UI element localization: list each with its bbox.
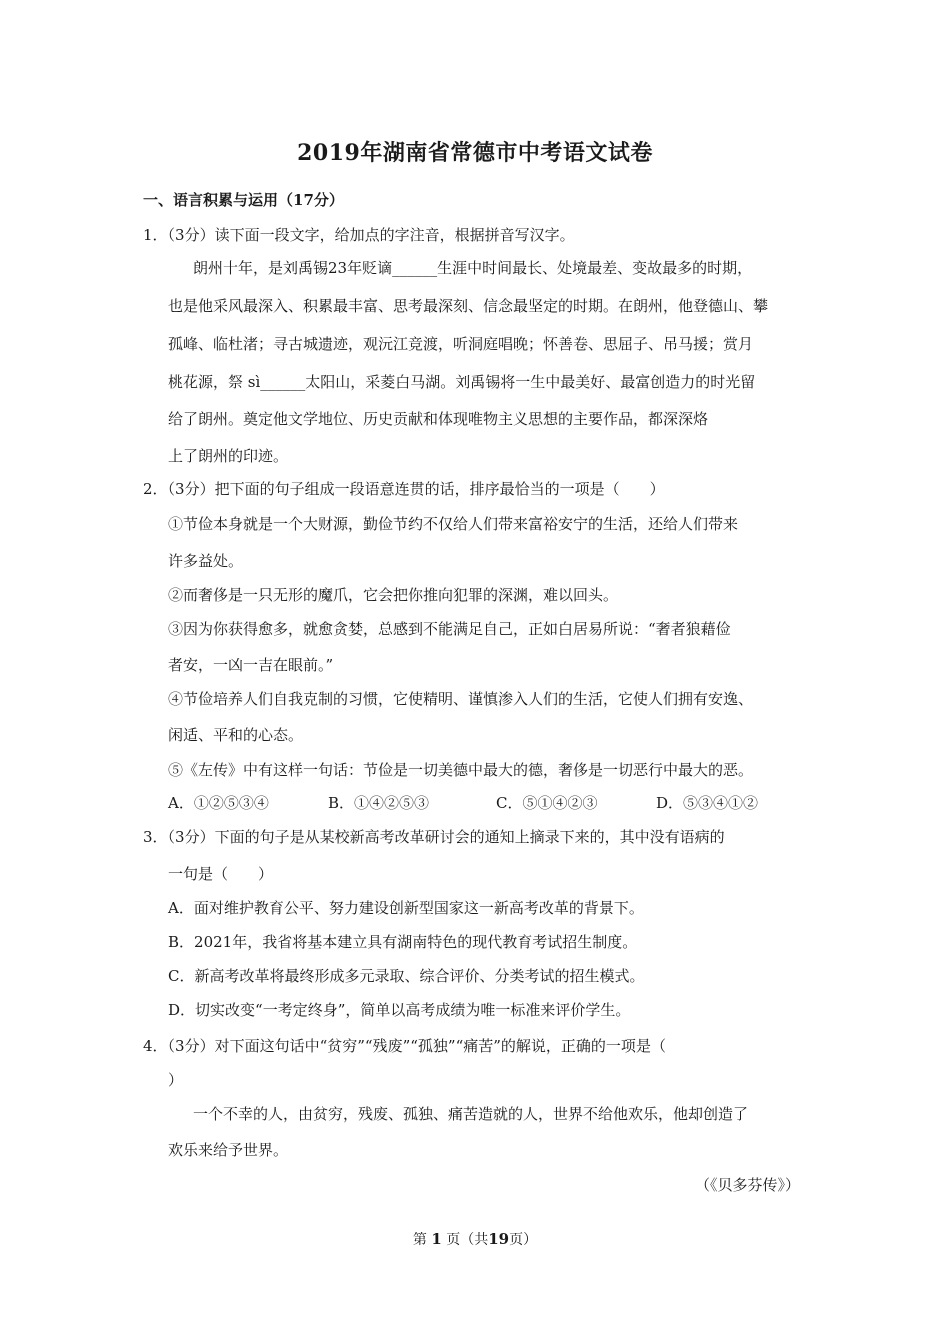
question-4-quote-line: 一个不幸的人，由贫穷，残废、孤独、痛苦造就的人，世界不给他欢乐，他却创造了 [193,1105,749,1123]
option-c[interactable]: C．⑤①④②③ [496,794,598,812]
question-1-passage-line: 桃花源，祭 sì______太阳山，采菱白马湖。刘禹锡将一生中最美好、最富创造力的时光留 [168,373,756,391]
question-1-passage-line: 也是他采风最深入、积累最丰富、思考最深刻、信念最坚定的时期。在朗州，他登德山、攀 [168,297,769,315]
question-2-sentence: 闲适、平和的心态。 [168,726,304,744]
question-2-sentence: ②而奢侈是一只无形的魔爪，它会把你推向犯罪的深渊，难以回头。 [168,586,619,604]
question-1-passage-line: 朗州十年，是刘禹锡23年贬谪______生涯中时间最长、处境最差、变故最多的时期， [193,259,753,277]
page-footer: 第 1 页（共19页） [412,1230,538,1248]
page-title: 2019年湖南省常德市中考语文试卷 [297,140,653,166]
question-2-sentence: ③因为你获得愈多，就愈贪婪，总感到不能满足自己，正如白居易所说：“奢者狼藉俭 [168,620,731,638]
question-3-stem: 3．（3分）下面的句子是从某校新高考改革研讨会的通知上摘录下来的，其中没有语病的 [143,828,725,846]
question-1-stem: 1．（3分）读下面一段文字，给加点的字注音，根据拼音写汉字。 [143,226,575,244]
question-1-passage-line: 孤峰、临杜渚；寻古城遗迹，观沅江竞渡，听洞庭唱晚；怀善卷、思屈子、吊马援；赏月 [168,335,754,353]
option-b[interactable]: B．①④②⑤③ [328,794,430,812]
total-pages: 19 [488,1230,510,1248]
question-2-sentence: 许多益处。 [168,552,244,570]
section-heading: 一、语言积累与运用（17分） [143,191,344,209]
question-2-sentence: 者安，一凶一吉在眼前。” [168,656,334,674]
option-d[interactable]: D．切实改变“一考定终身”，简单以高考成绩为唯一标准来评价学生。 [168,1001,631,1019]
option-a[interactable]: A．①②⑤③④ [168,794,269,812]
question-4-stem: 4．（3分）对下面这句话中“贫穷”“残废”“孤独”“痛苦”的解说，正确的一项是（ [143,1037,666,1055]
question-3-stem: 一句是（ ） [168,865,274,883]
question-4-quote-line: 欢乐来给予世界。 [168,1141,289,1159]
question-1-passage-line: 给了朗州。奠定他文学地位、历史贡献和体现唯物主义思想的主要作品，都深深烙 [168,410,709,428]
question-2-sentence: ⑤《左传》中有这样一句话：节俭是一切美德中最大的德，奢侈是一切恶行中最大的恶。 [168,761,754,779]
question-4-stem: ） [168,1071,184,1089]
option-d[interactable]: D．⑤③④①② [656,794,759,812]
option-b[interactable]: B．2021年，我省将基本建立具有湖南特色的现代教育考试招生制度。 [168,933,638,951]
current-page: 1 [431,1230,442,1248]
question-2-stem: 2．（3分）把下面的句子组成一段语意连贯的话，排序最恰当的一项是（ ） [143,480,665,498]
question-1-passage-line: 上了朗州的印迹。 [168,447,289,465]
option-c[interactable]: C．新高考改革将最终形成多元录取、综合评价、分类考试的招生模式。 [168,967,645,985]
question-2-sentence: ①节俭本身就是一个大财源，勤俭节约不仅给人们带来富裕安宁的生活，还给人们带来 [168,515,739,533]
question-2-options [168,793,758,813]
quote-source: （《贝多芬传》） [694,1176,800,1194]
question-2-sentence: ④节俭培养人们自我克制的习惯，它使精明、谨慎渗入人们的生活，它使人们拥有安逸、 [168,690,754,708]
option-a[interactable]: A．面对维护教育公平、努力建设创新型国家这一新高考改革的背景下。 [168,899,644,917]
